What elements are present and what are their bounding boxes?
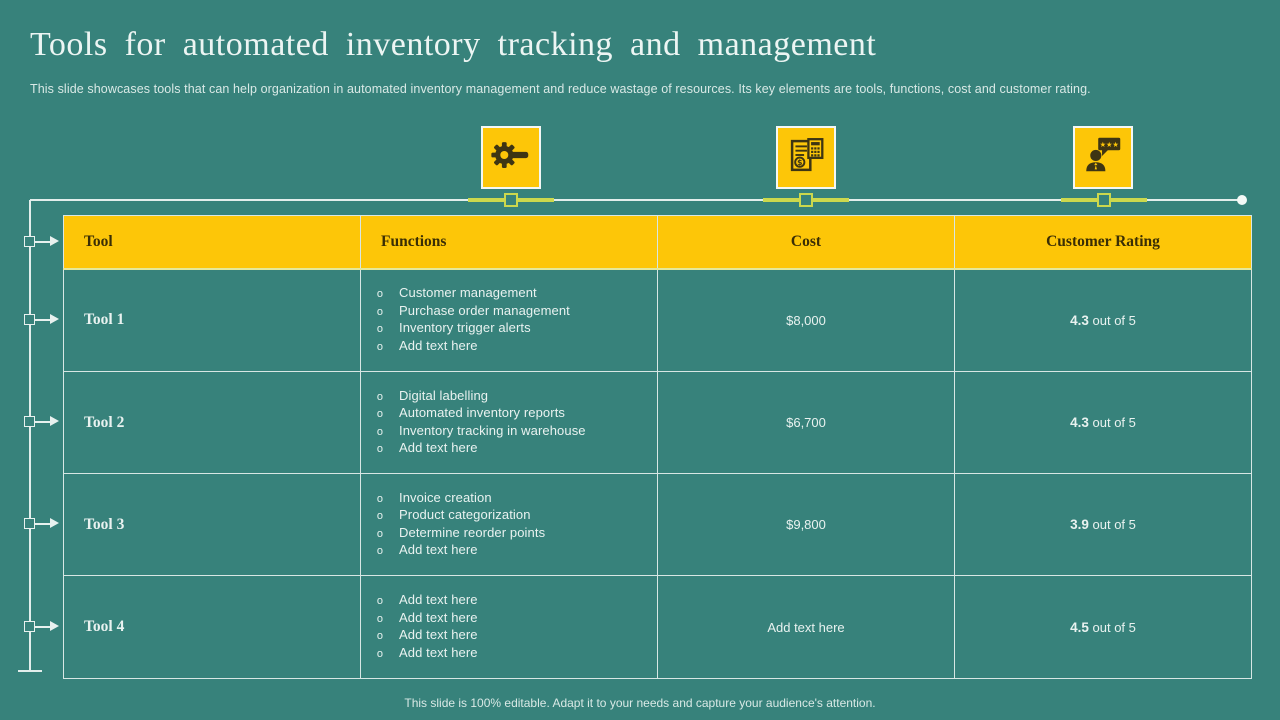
header-customer-rating: Customer Rating [955, 216, 1252, 269]
left-rail-end-cap [18, 670, 42, 672]
function-item: o Add text here [373, 542, 657, 560]
connector-end-dot [1237, 195, 1247, 205]
function-item: o Add text here [373, 610, 657, 628]
tool-rating: 4.3 out of 5 [955, 269, 1252, 372]
function-item: o Invoice creation [373, 490, 657, 508]
header-cost: Cost [658, 216, 955, 269]
cost-icon-box [776, 126, 836, 189]
table-row [64, 269, 1252, 372]
bullet-marker: o [376, 510, 384, 522]
tool-rating: 3.9 out of 5 [955, 474, 1252, 576]
table-row [64, 372, 1252, 474]
svg-text:$: $ [797, 158, 803, 168]
tool-name: Tool 4 [64, 576, 361, 679]
tool-name: Tool 3 [64, 474, 361, 576]
connector-node [504, 193, 518, 207]
tool-cost: Add text here [658, 576, 955, 679]
rating-icon-box [1073, 126, 1133, 189]
header-functions: Functions [361, 216, 658, 269]
tool-name: Tool 2 [64, 372, 361, 474]
connector-node [799, 193, 813, 207]
function-item: o Purchase order management [373, 303, 657, 321]
tool-cost: $6,700 [658, 372, 955, 474]
function-item: o Add text here [373, 645, 657, 663]
function-item: o Customer management [373, 285, 657, 303]
function-item: o Product categorization [373, 507, 657, 525]
tool-cost: $8,000 [658, 269, 955, 372]
function-item: o Digital labelling [373, 388, 657, 406]
bullet-marker: o [376, 492, 384, 505]
slide-subtitle: This slide showcases tools that can help organization in automated inventory management and reduce wastage of resources. Its key elements are tools, functions, cost and customer rating. [30, 82, 1091, 96]
header-tool: Tool [64, 216, 361, 269]
gear-wrench-icon [488, 132, 534, 183]
function-item: o Add text here [373, 627, 657, 645]
connector-node [1097, 193, 1111, 207]
footer-note: This slide is 100% editable. Adapt it to your needs and capture your audience's attention. [404, 696, 876, 710]
left-rail-line [29, 200, 31, 671]
bullet-marker: o [376, 323, 384, 336]
function-item: o Determine reorder points [373, 525, 657, 543]
function-item: o Add text here [373, 440, 657, 458]
bullet-marker: o [376, 612, 384, 625]
table-header-row [64, 216, 1252, 269]
bullet-marker: o [376, 545, 384, 557]
bullet-marker: o [376, 425, 384, 438]
bullet-marker: o [376, 390, 384, 403]
bullet-marker: o [376, 408, 384, 420]
tool-rating: 4.3 out of 5 [955, 372, 1252, 474]
bullet-marker: o [376, 305, 384, 318]
row-pointer-arrow [24, 236, 60, 248]
bullet-marker: o [376, 443, 384, 455]
row-pointer-arrow [24, 518, 60, 530]
function-item: o Inventory tracking in warehouse [373, 423, 657, 441]
customer-feedback-icon [1080, 132, 1126, 183]
row-pointer-arrow [24, 314, 60, 326]
tool-functions [361, 372, 658, 474]
tool-name: Tool 1 [64, 269, 361, 372]
bullet-marker: o [376, 647, 384, 660]
tool-functions [361, 269, 658, 372]
invoice-calculator-icon [783, 132, 829, 183]
tool-cost: $9,800 [658, 474, 955, 576]
tool-functions [361, 474, 658, 576]
table-row [64, 576, 1252, 679]
svg-text:★★★: ★★★ [1099, 139, 1119, 149]
bullet-marker: o [376, 630, 384, 642]
connector-line [30, 199, 1238, 201]
tool-rating: 4.5 out of 5 [955, 576, 1252, 679]
bullet-marker: o [376, 595, 384, 607]
bullet-marker: o [376, 340, 384, 353]
table-row [64, 474, 1252, 576]
function-item: o Inventory trigger alerts [373, 320, 657, 338]
bullet-marker: o [376, 288, 384, 301]
row-pointer-arrow [24, 621, 60, 633]
function-item: o Add text here [373, 338, 657, 356]
function-item: o Add text here [373, 592, 657, 610]
tools-table [63, 215, 1252, 679]
function-item: o Automated inventory reports [373, 405, 657, 423]
bullet-marker: o [376, 527, 384, 540]
page-title: Tools for automated inventory tracking and management [30, 26, 877, 63]
tool-functions [361, 576, 658, 679]
tools-icon-box [481, 126, 541, 189]
row-pointer-arrow [24, 416, 60, 428]
